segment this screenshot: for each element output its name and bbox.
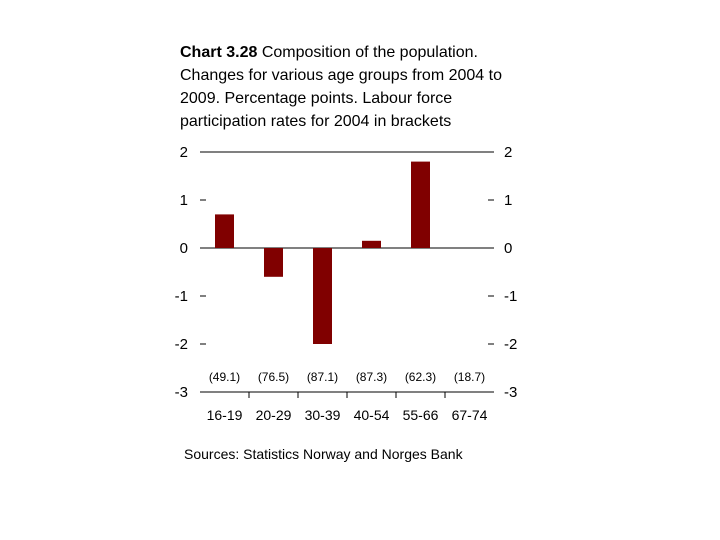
- x-category-label: 20-29: [255, 407, 292, 423]
- y-tick-label-right: -3: [504, 384, 518, 401]
- x-category-label: 55-66: [402, 407, 439, 423]
- x-category-label: 16-19: [206, 407, 243, 423]
- participation-rate-label: (49.1): [208, 370, 241, 384]
- y-tick-label-left: -1: [174, 288, 188, 305]
- participation-rate-label: (87.1): [306, 370, 339, 384]
- x-category-label: 40-54: [353, 407, 390, 423]
- bar-40-54: [362, 241, 381, 248]
- participation-rate-label: (18.7): [453, 370, 486, 384]
- y-tick-label-left: 2: [179, 144, 188, 161]
- y-tick-label-left: 0: [179, 240, 188, 257]
- chart-title-lead: Chart 3.28: [180, 44, 258, 61]
- y-tick-label-left: -2: [174, 336, 188, 353]
- bar-30-39: [313, 248, 332, 344]
- chart-title-text: Composition of the population. Changes for various age groups from 2004 to 2009. Percentage points. Labour force participation rates for 2004 in brackets: [180, 44, 502, 130]
- participation-rate-label: (62.3): [404, 370, 437, 384]
- chart-source: Sources: Statistics Norway and Norges Bank: [184, 446, 463, 462]
- participation-rate-label: (76.5): [257, 370, 290, 384]
- x-category-label: 30-39: [304, 407, 341, 423]
- bar-20-29: [264, 248, 283, 277]
- x-category-label: 67-74: [451, 407, 488, 423]
- y-tick-label-left: 1: [179, 192, 188, 209]
- y-tick-label-right: -1: [504, 288, 518, 305]
- y-tick-label-right: -2: [504, 336, 518, 353]
- y-tick-label-right: 2: [504, 144, 513, 161]
- bar-16-19: [215, 214, 234, 248]
- participation-rate-label: (87.3): [355, 370, 388, 384]
- y-tick-label-left: -3: [174, 384, 188, 401]
- y-tick-label-right: 1: [504, 192, 513, 209]
- bar-55-66: [411, 162, 430, 248]
- y-tick-label-right: 0: [504, 240, 513, 257]
